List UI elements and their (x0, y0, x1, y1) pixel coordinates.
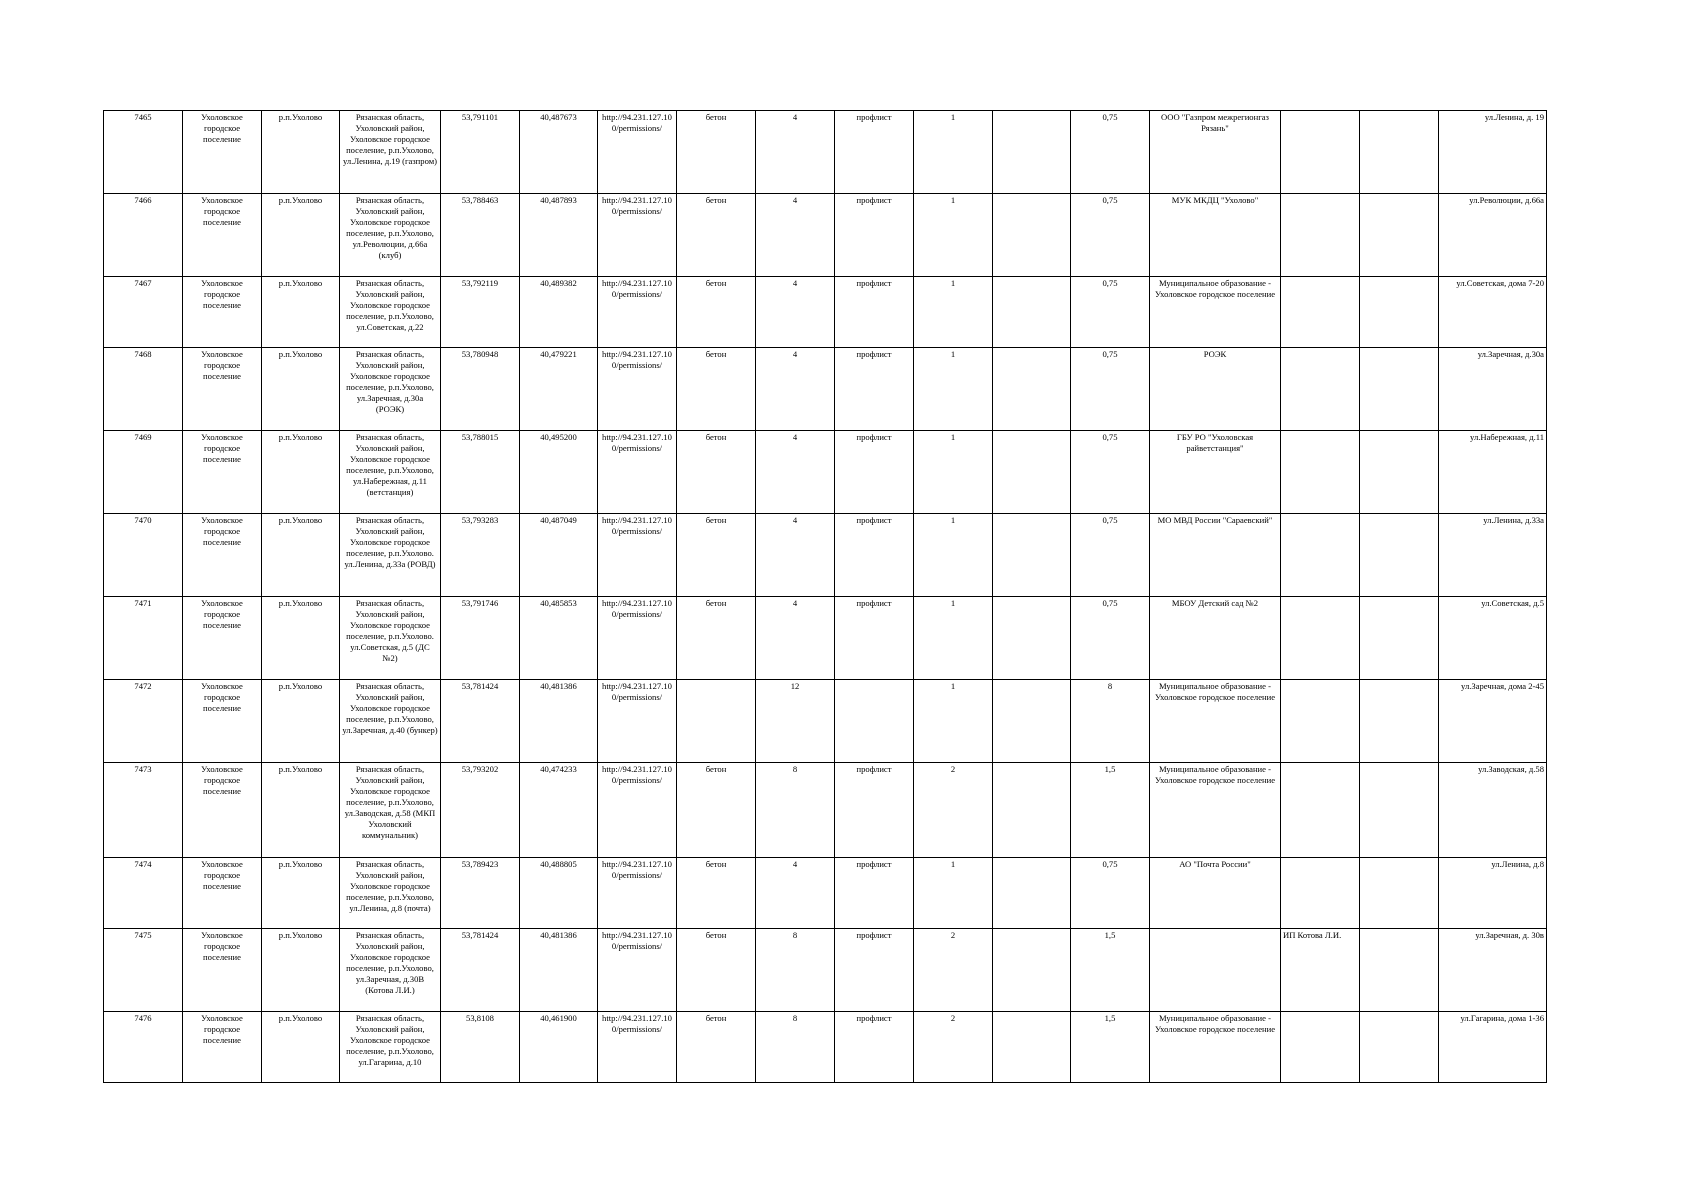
cell-locality: р.п.Ухолово (262, 1012, 340, 1083)
cell-volume: 0,75 (1071, 111, 1150, 194)
cell-locality: р.п.Ухолово (262, 514, 340, 597)
cell-settlement: Ухоловское городское поселение (183, 597, 262, 680)
cell-containers: 1 (914, 597, 993, 680)
cell-link: http://94.231.127.100/permissions/ (598, 929, 677, 1012)
cell-address: Рязанская область, Ухоловский район, Ухоловское городское поселение, р.п.Ухолово, ул.Заречная, д.40 (бункер) (340, 680, 441, 763)
cell-settlement: Ухоловское городское поселение (183, 680, 262, 763)
cell-longitude: 40,487673 (520, 111, 598, 194)
cell-longitude: 40,489382 (520, 277, 598, 348)
cell-entrepreneur (1281, 763, 1360, 858)
cell-locality: р.п.Ухолово (262, 929, 340, 1012)
cell-surface: бетон (677, 763, 756, 858)
cell-longitude: 40,488805 (520, 858, 598, 929)
cell-latitude: 53,8108 (441, 1012, 520, 1083)
cell-owner: ООО "Газпром межрегионгаз Рязань" (1150, 111, 1281, 194)
cell-link: http://94.231.127.100/permissions/ (598, 277, 677, 348)
cell-surface: бетон (677, 348, 756, 431)
cell-volume: 1,5 (1071, 1012, 1150, 1083)
cell-owner: Муниципальное образование - Ухоловское городское поселение (1150, 1012, 1281, 1083)
cell-waste-source: ул.Советская, д.5 (1439, 597, 1547, 680)
cell-waste-source: ул.Ленина, д. 19 (1439, 111, 1547, 194)
cell-waste-source: ул.Ленина, д.33а (1439, 514, 1547, 597)
cell-empty (993, 763, 1071, 858)
cell-empty (1360, 929, 1439, 1012)
cell-fence: профлист (835, 348, 914, 431)
cell-volume: 1,5 (1071, 929, 1150, 1012)
cell-containers: 1 (914, 277, 993, 348)
cell-entrepreneur (1281, 858, 1360, 929)
cell-area: 4 (756, 514, 835, 597)
cell-empty (1360, 763, 1439, 858)
table-row (104, 348, 1547, 431)
cell-fence: профлист (835, 858, 914, 929)
cell-empty (993, 277, 1071, 348)
cell-volume: 0,75 (1071, 277, 1150, 348)
cell-area: 4 (756, 858, 835, 929)
cell-owner (1150, 929, 1281, 1012)
cell-entrepreneur (1281, 514, 1360, 597)
cell-owner: Муниципальное образование - Ухоловское городское поселение (1150, 680, 1281, 763)
cell-empty (993, 194, 1071, 277)
cell-entrepreneur (1281, 277, 1360, 348)
cell-volume: 8 (1071, 680, 1150, 763)
cell-fence: профлист (835, 1012, 914, 1083)
cell-fence: профлист (835, 929, 914, 1012)
registry-sheet (103, 110, 1544, 1083)
table-row (104, 277, 1547, 348)
cell-address: Рязанская область, Ухоловский район, Ухоловское городское поселение, р.п.Ухолово, ул.Ленина, д.19 (газпром) (340, 111, 441, 194)
cell-containers: 2 (914, 929, 993, 1012)
cell-id: 7475 (104, 929, 183, 1012)
cell-empty (993, 929, 1071, 1012)
cell-link: http://94.231.127.100/permissions/ (598, 858, 677, 929)
cell-longitude: 40,485853 (520, 597, 598, 680)
cell-address: Рязанская область, Ухоловский район, Ухоловское городское поселение, р.п.Ухолово, ул.Ленина, д.8 (почта) (340, 858, 441, 929)
cell-address: Рязанская область, Ухоловский район, Ухоловское городское поселение, р.п.Ухолово. ул.Советская, д.5 (ДС №2) (340, 597, 441, 680)
cell-containers: 1 (914, 680, 993, 763)
cell-empty (1360, 111, 1439, 194)
cell-id: 7469 (104, 431, 183, 514)
table-row (104, 680, 1547, 763)
cell-volume: 0,75 (1071, 858, 1150, 929)
cell-link: http://94.231.127.100/permissions/ (598, 348, 677, 431)
cell-empty (993, 348, 1071, 431)
cell-waste-source: ул.Заводская, д.58 (1439, 763, 1547, 858)
cell-entrepreneur (1281, 1012, 1360, 1083)
cell-waste-source: ул.Набережная, д.11 (1439, 431, 1547, 514)
cell-fence: профлист (835, 431, 914, 514)
cell-area: 4 (756, 194, 835, 277)
cell-empty (1360, 597, 1439, 680)
cell-empty (993, 514, 1071, 597)
cell-latitude: 53,791101 (441, 111, 520, 194)
cell-locality: р.п.Ухолово (262, 277, 340, 348)
cell-link: http://94.231.127.100/permissions/ (598, 597, 677, 680)
cell-longitude: 40,487049 (520, 514, 598, 597)
cell-settlement: Ухоловское городское поселение (183, 858, 262, 929)
cell-settlement: Ухоловское городское поселение (183, 929, 262, 1012)
table-row (104, 1012, 1547, 1083)
cell-address: Рязанская область, Ухоловский район, Ухоловское городское поселение, р.п.Ухолово, ул.Советская, д.22 (340, 277, 441, 348)
cell-id: 7470 (104, 514, 183, 597)
cell-waste-source: ул.Заречная, дома 2-45 (1439, 680, 1547, 763)
cell-locality: р.п.Ухолово (262, 348, 340, 431)
cell-settlement: Ухоловское городское поселение (183, 763, 262, 858)
table-row (104, 431, 1547, 514)
cell-latitude: 53,793283 (441, 514, 520, 597)
cell-id: 7476 (104, 1012, 183, 1083)
cell-owner: АО "Почта России" (1150, 858, 1281, 929)
cell-latitude: 53,793202 (441, 763, 520, 858)
cell-area: 8 (756, 1012, 835, 1083)
cell-settlement: Ухоловское городское поселение (183, 111, 262, 194)
cell-fence: профлист (835, 194, 914, 277)
cell-surface: бетон (677, 111, 756, 194)
cell-latitude: 53,789423 (441, 858, 520, 929)
cell-link: http://94.231.127.100/permissions/ (598, 680, 677, 763)
cell-entrepreneur (1281, 348, 1360, 431)
cell-containers: 1 (914, 348, 993, 431)
cell-area: 4 (756, 597, 835, 680)
cell-address: Рязанская область, Ухоловский район, Ухоловское городское поселение, р.п.Ухолово, ул.Гагарина, д.10 (340, 1012, 441, 1083)
cell-link: http://94.231.127.100/permissions/ (598, 514, 677, 597)
cell-entrepreneur (1281, 111, 1360, 194)
cell-volume: 0,75 (1071, 194, 1150, 277)
cell-area: 8 (756, 929, 835, 1012)
cell-longitude: 40,461900 (520, 1012, 598, 1083)
cell-fence (835, 680, 914, 763)
cell-link: http://94.231.127.100/permissions/ (598, 763, 677, 858)
cell-link: http://94.231.127.100/permissions/ (598, 111, 677, 194)
cell-containers: 2 (914, 1012, 993, 1083)
cell-empty (993, 111, 1071, 194)
cell-settlement: Ухоловское городское поселение (183, 514, 262, 597)
cell-empty (993, 1012, 1071, 1083)
cell-id: 7468 (104, 348, 183, 431)
cell-owner: МУК МКДЦ "Ухолово" (1150, 194, 1281, 277)
cell-area: 4 (756, 111, 835, 194)
cell-entrepreneur (1281, 431, 1360, 514)
cell-id: 7474 (104, 858, 183, 929)
cell-latitude: 53,780948 (441, 348, 520, 431)
cell-fence: профлист (835, 277, 914, 348)
cell-fence: профлист (835, 111, 914, 194)
cell-latitude: 53,781424 (441, 680, 520, 763)
cell-volume: 0,75 (1071, 514, 1150, 597)
cell-empty (993, 858, 1071, 929)
cell-latitude: 53,788463 (441, 194, 520, 277)
cell-waste-source: ул.Советская, дома 7-20 (1439, 277, 1547, 348)
cell-fence: профлист (835, 514, 914, 597)
cell-waste-source: ул.Революции, д.66а (1439, 194, 1547, 277)
cell-longitude: 40,479221 (520, 348, 598, 431)
cell-address: Рязанская область, Ухоловский район, Ухоловское городское поселение, р.п.Ухолово, ул.Заречная, д.30а (РОЭК) (340, 348, 441, 431)
cell-id: 7473 (104, 763, 183, 858)
cell-empty (1360, 858, 1439, 929)
cell-settlement: Ухоловское городское поселение (183, 194, 262, 277)
cell-owner: Муниципальное образование - Ухоловское городское поселение (1150, 277, 1281, 348)
registry-table (103, 110, 1547, 1083)
cell-area: 4 (756, 348, 835, 431)
cell-id: 7466 (104, 194, 183, 277)
cell-area: 4 (756, 431, 835, 514)
cell-locality: р.п.Ухолово (262, 194, 340, 277)
cell-owner: РОЭК (1150, 348, 1281, 431)
cell-area: 12 (756, 680, 835, 763)
cell-surface (677, 680, 756, 763)
cell-address: Рязанская область, Ухоловский район, Ухоловское городское поселение, р.п.Ухолово, ул.Набережная, д.11 (ветстанция) (340, 431, 441, 514)
cell-waste-source: ул.Гагарина, дома 1-36 (1439, 1012, 1547, 1083)
cell-entrepreneur: ИП Котова Л.И. (1281, 929, 1360, 1012)
cell-surface: бетон (677, 858, 756, 929)
cell-latitude: 53,781424 (441, 929, 520, 1012)
table-row (104, 514, 1547, 597)
cell-volume: 0,75 (1071, 348, 1150, 431)
cell-settlement: Ухоловское городское поселение (183, 348, 262, 431)
cell-latitude: 53,791746 (441, 597, 520, 680)
cell-address: Рязанская область, Ухоловский район, Ухоловское городское поселение, р.п.Ухолово. ул.Ленина, д.33а (РОВД) (340, 514, 441, 597)
cell-locality: р.п.Ухолово (262, 858, 340, 929)
cell-id: 7471 (104, 597, 183, 680)
cell-address: Рязанская область, Ухоловский район, Ухоловское городское поселение, р.п.Ухолово, ул.Заречная, д.30В (Котова Л.И.) (340, 929, 441, 1012)
table-row (104, 194, 1547, 277)
cell-owner: ГБУ РО "Ухоловская райветстанция" (1150, 431, 1281, 514)
cell-containers: 1 (914, 111, 993, 194)
cell-empty (993, 680, 1071, 763)
cell-fence: профлист (835, 597, 914, 680)
cell-empty (993, 431, 1071, 514)
cell-settlement: Ухоловское городское поселение (183, 1012, 262, 1083)
cell-waste-source: ул.Ленина, д.8 (1439, 858, 1547, 929)
cell-link: http://94.231.127.100/permissions/ (598, 431, 677, 514)
cell-owner: Муниципальное образование - Ухоловское городское поселение (1150, 763, 1281, 858)
cell-containers: 2 (914, 763, 993, 858)
cell-longitude: 40,481386 (520, 929, 598, 1012)
cell-empty (993, 597, 1071, 680)
table-row (104, 929, 1547, 1012)
cell-link: http://94.231.127.100/permissions/ (598, 194, 677, 277)
cell-entrepreneur (1281, 194, 1360, 277)
cell-id: 7467 (104, 277, 183, 348)
cell-area: 4 (756, 277, 835, 348)
table-row (104, 597, 1547, 680)
cell-waste-source: ул.Заречная, д. 30в (1439, 929, 1547, 1012)
cell-locality: р.п.Ухолово (262, 431, 340, 514)
cell-surface: бетон (677, 277, 756, 348)
cell-volume: 1,5 (1071, 763, 1150, 858)
cell-address: Рязанская область, Ухоловский район, Ухоловское городское поселение, р.п.Ухолово, ул.Революции, д.66а (клуб) (340, 194, 441, 277)
cell-waste-source: ул.Заречная, д.30а (1439, 348, 1547, 431)
cell-entrepreneur (1281, 680, 1360, 763)
cell-longitude: 40,487893 (520, 194, 598, 277)
cell-volume: 0,75 (1071, 597, 1150, 680)
cell-surface: бетон (677, 597, 756, 680)
cell-empty (1360, 1012, 1439, 1083)
cell-id: 7465 (104, 111, 183, 194)
cell-longitude: 40,474233 (520, 763, 598, 858)
cell-containers: 1 (914, 514, 993, 597)
cell-locality: р.п.Ухолово (262, 763, 340, 858)
cell-surface: бетон (677, 1012, 756, 1083)
cell-settlement: Ухоловское городское поселение (183, 431, 262, 514)
cell-surface: бетон (677, 194, 756, 277)
cell-containers: 1 (914, 194, 993, 277)
cell-address: Рязанская область, Ухоловский район, Ухоловское городское поселение, р.п.Ухолово, ул.Заводская, д.58 (МКП Ухоловский коммунальник) (340, 763, 441, 858)
cell-locality: р.п.Ухолово (262, 680, 340, 763)
table-row (104, 763, 1547, 858)
table-row (104, 858, 1547, 929)
cell-link: http://94.231.127.100/permissions/ (598, 1012, 677, 1083)
cell-volume: 0,75 (1071, 431, 1150, 514)
table-row (104, 111, 1547, 194)
cell-containers: 1 (914, 431, 993, 514)
cell-area: 8 (756, 763, 835, 858)
cell-containers: 1 (914, 858, 993, 929)
cell-latitude: 53,788015 (441, 431, 520, 514)
cell-settlement: Ухоловское городское поселение (183, 277, 262, 348)
cell-surface: бетон (677, 514, 756, 597)
cell-empty (1360, 514, 1439, 597)
cell-latitude: 53,792119 (441, 277, 520, 348)
cell-longitude: 40,495200 (520, 431, 598, 514)
cell-empty (1360, 194, 1439, 277)
cell-owner: МБОУ Детский сад №2 (1150, 597, 1281, 680)
cell-locality: р.п.Ухолово (262, 597, 340, 680)
cell-entrepreneur (1281, 597, 1360, 680)
cell-surface: бетон (677, 929, 756, 1012)
cell-id: 7472 (104, 680, 183, 763)
cell-locality: р.п.Ухолово (262, 111, 340, 194)
cell-empty (1360, 680, 1439, 763)
cell-longitude: 40,481386 (520, 680, 598, 763)
cell-owner: МО МВД России "Сараевский" (1150, 514, 1281, 597)
cell-empty (1360, 277, 1439, 348)
cell-empty (1360, 348, 1439, 431)
cell-empty (1360, 431, 1439, 514)
cell-surface: бетон (677, 431, 756, 514)
cell-fence: профлист (835, 763, 914, 858)
